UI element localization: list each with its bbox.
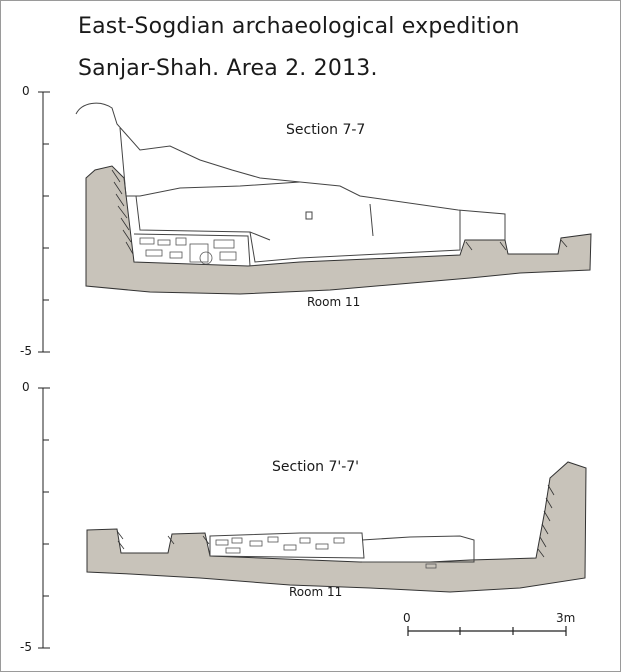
title-line-2: Sanjar-Shah. Area 2. 2013. — [78, 56, 378, 81]
section-label-2: Section 7'-7' — [272, 459, 360, 475]
depth-ruler-1 — [38, 92, 50, 352]
depth-label-top-2: 0 — [22, 380, 30, 394]
title-line-1: East-Sogdian archaeological expedition — [78, 14, 520, 39]
masonry-1 — [140, 238, 236, 264]
scale-bar-end-label: 3m — [556, 611, 576, 625]
depth-ruler-2 — [38, 388, 50, 648]
section-label-1: Section 7-7 — [286, 122, 366, 138]
depth-label-bottom-2: -5 — [20, 640, 32, 654]
scale-bar-start-label: 0 — [403, 611, 411, 625]
room-label-1: Room 11 — [307, 295, 361, 309]
depth-label-top-1: 0 — [22, 84, 30, 98]
soil-profile-2 — [87, 462, 586, 592]
room-label-2: Room 11 — [289, 585, 343, 599]
scale-bar — [408, 626, 566, 636]
depth-label-bottom-1: -5 — [20, 344, 32, 358]
